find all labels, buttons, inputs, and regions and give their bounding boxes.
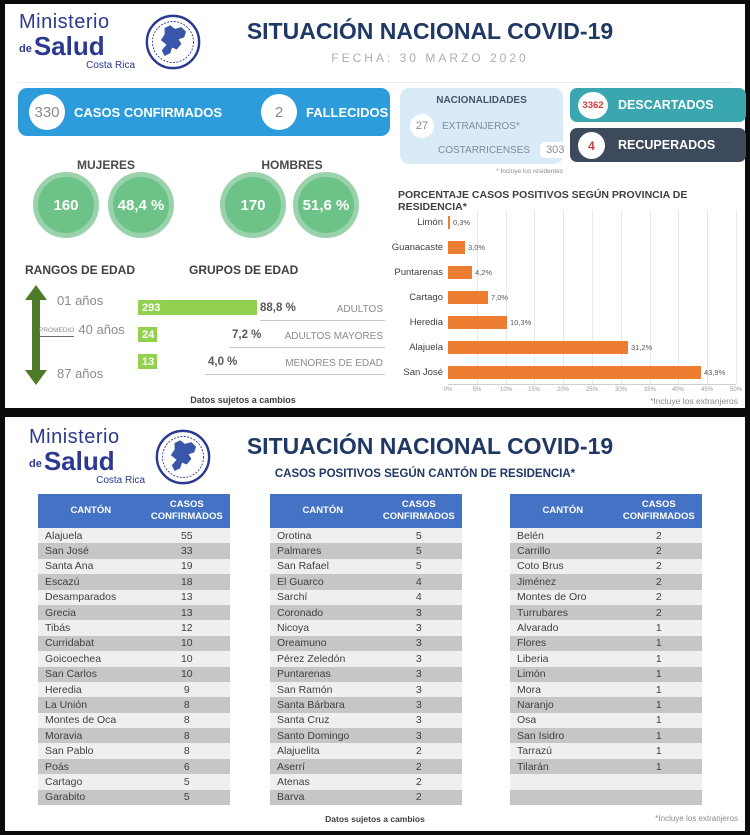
province-chart-plot xyxy=(448,210,736,385)
data-label: 43,9% xyxy=(704,368,726,377)
table-row xyxy=(270,605,462,620)
logo-line-country: Costa Rica xyxy=(96,475,145,486)
category-label: San José xyxy=(403,367,443,378)
gridline xyxy=(592,210,593,384)
gridline xyxy=(563,210,564,384)
confirmed-cases-value: 1 xyxy=(655,637,662,650)
canton-name: Santa Ana xyxy=(45,560,94,573)
x-tick-label: 20% xyxy=(556,387,569,393)
table-row xyxy=(510,559,702,574)
canton-name: Palmares xyxy=(277,545,322,558)
age-average-row xyxy=(39,322,125,337)
x-tick-label: 50% xyxy=(729,387,742,393)
discarded-card xyxy=(570,88,746,122)
confirmed-cases-value: 10 xyxy=(180,637,193,650)
x-tick-label: 15% xyxy=(527,387,540,393)
national-situation-panel xyxy=(5,4,745,408)
column-header: CASOS CONFIRMADOS xyxy=(382,499,455,522)
table-row xyxy=(38,743,230,758)
table-row xyxy=(38,759,230,774)
canton-name: Montes de Oro xyxy=(517,591,587,604)
logo-line-de: de xyxy=(29,458,42,470)
canton-cases-panel xyxy=(5,417,745,831)
confirmed-cases-value: 1 xyxy=(655,714,662,727)
province-bar xyxy=(448,216,450,229)
table-row xyxy=(38,605,230,620)
table-header-row xyxy=(270,494,462,528)
table-row xyxy=(270,713,462,728)
women-title: MUJERES xyxy=(76,158,135,172)
table-row xyxy=(38,697,230,712)
table-row xyxy=(38,774,230,789)
category-label: Limón xyxy=(417,217,443,228)
canton-name: Puntarenas xyxy=(277,668,331,681)
x-tick-label: 5% xyxy=(472,387,482,393)
province-bar xyxy=(448,316,507,329)
gridline xyxy=(707,210,708,384)
canton-name: Jiménez xyxy=(517,575,557,588)
men-title: HOMBRES xyxy=(261,158,323,172)
age-group-label: ADULTOS xyxy=(336,304,383,315)
confirmed-cases-value: 2 xyxy=(655,560,662,573)
age-group-label: MENORES DE EDAD xyxy=(285,358,383,369)
table-row xyxy=(38,620,230,635)
table-row xyxy=(510,682,702,697)
data-label: 3,0% xyxy=(468,243,486,252)
table-row xyxy=(270,774,462,789)
table-row xyxy=(270,697,462,712)
table-row xyxy=(38,559,230,574)
canton-name: Montes de Oca xyxy=(45,714,117,727)
gridline xyxy=(736,210,737,384)
nationals-label: COSTARRICENSES xyxy=(438,144,531,156)
confirmed-cases-value: 2 xyxy=(415,745,422,758)
canton-name: San José xyxy=(45,545,89,558)
column-header: CASOS CONFIRMADOS xyxy=(150,499,223,522)
age-group-underline xyxy=(230,347,385,348)
confirmed-cases-value: 33 xyxy=(180,545,193,558)
recovered-label: RECUPERADOS xyxy=(618,138,716,152)
deaths-label: FALLECIDOS xyxy=(306,105,389,120)
canton-name: Goicoechea xyxy=(45,652,102,665)
category-label: Guanacaste xyxy=(391,242,443,253)
province-bar xyxy=(448,266,472,279)
table-row xyxy=(270,651,462,666)
confirmed-cases-value: 1 xyxy=(655,729,662,742)
men-percent-circle: 51,6 % xyxy=(293,172,359,238)
confirmed-cases-value: 10 xyxy=(180,652,193,665)
canton-name: San Carlos xyxy=(45,668,97,681)
confirmed-cases-value: 8 xyxy=(183,698,190,711)
canton-name: Belén xyxy=(517,529,544,542)
confirmed-cases-value: 2 xyxy=(415,791,422,804)
age-group-percent: 7,2 % xyxy=(232,329,262,341)
logo-line-ministerio: Ministerio xyxy=(29,426,120,448)
category-label: Puntarenas xyxy=(394,267,443,278)
confirmed-label: CASOS CONFIRMADOS xyxy=(74,105,223,120)
confirmed-cases-value: 10 xyxy=(180,668,193,681)
confirmed-cases-value: 4 xyxy=(415,575,422,588)
table-row xyxy=(510,528,702,543)
confirmed-cases-value: 3 xyxy=(415,683,422,696)
canton-name: El Guarco xyxy=(277,575,324,588)
age-max-label: 87 años xyxy=(57,366,104,381)
ministry-logo-text xyxy=(29,427,149,486)
discarded-count-badge: 3362 xyxy=(578,92,608,119)
data-label: 0,3% xyxy=(453,218,471,227)
x-tick-label: 0% xyxy=(443,387,453,393)
confirmed-cases-value: 2 xyxy=(415,775,422,788)
confirmed-cases-value: 2 xyxy=(655,529,662,542)
confirmed-cases-value: 1 xyxy=(655,668,662,681)
confirmed-cases-value: 3 xyxy=(415,668,422,681)
age-group-row-minors xyxy=(138,350,385,377)
province-chart-category-labels xyxy=(390,210,443,385)
canton-name: La Unión xyxy=(45,698,88,711)
confirmed-cases-value: 1 xyxy=(655,760,662,773)
discarded-label: DESCARTADOS xyxy=(618,98,714,112)
confirmed-cases-value: 1 xyxy=(655,652,662,665)
confirmed-cases-value: 2 xyxy=(655,575,662,588)
confirmed-cases-value: 5 xyxy=(415,545,422,558)
data-label: 31,2% xyxy=(631,343,653,352)
canton-name: Atenas xyxy=(277,775,310,788)
table-row xyxy=(270,620,462,635)
report-date: FECHA: 30 MARZO 2020 xyxy=(331,51,529,65)
age-group-bar: 13 xyxy=(138,354,157,369)
men-count-circle: 170 xyxy=(220,172,286,238)
header-divider xyxy=(17,82,733,83)
confirmed-cases-value: 19 xyxy=(180,560,193,573)
table-row xyxy=(38,543,230,558)
foreigners-count-badge: 27 xyxy=(410,114,434,138)
age-groups-chart xyxy=(138,296,385,377)
table-header-row xyxy=(38,494,230,528)
age-group-percent: 88,8 % xyxy=(260,302,296,314)
confirmed-deaths-banner xyxy=(18,88,390,136)
recovered-count-badge: 4 xyxy=(578,132,605,159)
table-row xyxy=(510,574,702,589)
gridline xyxy=(678,210,679,384)
confirmed-cases-value: 5 xyxy=(415,529,422,542)
table-row xyxy=(270,682,462,697)
canton-subtitle: CASOS POSITIVOS SEGÚN CANTÓN DE RESIDENCIA* xyxy=(274,468,576,480)
canton-name: Poás xyxy=(45,760,69,773)
canton-name: San Isidro xyxy=(517,729,565,742)
x-tick-label: 45% xyxy=(700,387,713,393)
canton-name: Barva xyxy=(277,791,305,804)
table-row xyxy=(38,590,230,605)
page-title: SITUACIÓN NACIONAL COVID-19 xyxy=(246,433,614,459)
canton-name: Tibás xyxy=(45,622,71,635)
table-row xyxy=(510,620,702,635)
canton-name: Escazú xyxy=(45,575,80,588)
confirmed-cases-value: 1 xyxy=(655,622,662,635)
nationalities-title: NACIONALIDADES xyxy=(436,95,527,106)
table-row xyxy=(510,759,702,774)
table-header-row xyxy=(510,494,702,528)
table-row xyxy=(270,574,462,589)
table-row xyxy=(510,590,702,605)
panel2-footnote-right: *Incluye los extranjeros xyxy=(655,814,738,823)
age-group-row-adults xyxy=(138,296,385,323)
canton-name: Tarrazú xyxy=(517,745,553,758)
table-row xyxy=(270,667,462,682)
foreigners-label: EXTRANJEROS* xyxy=(442,120,520,132)
age-min-label: 01 años xyxy=(57,293,104,308)
age-group-bar: 24 xyxy=(138,327,157,342)
women-count-circle: 160 xyxy=(33,172,99,238)
canton-name: Orotina xyxy=(277,529,312,542)
confirmed-cases-value: 3 xyxy=(415,606,422,619)
province-bar xyxy=(448,291,488,304)
table-row xyxy=(38,790,230,805)
women-percent-circle: 48,4 % xyxy=(108,172,174,238)
province-bar xyxy=(448,366,701,379)
canton-name: Naranjo xyxy=(517,698,554,711)
page-title: SITUACIÓN NACIONAL COVID-19 xyxy=(246,18,614,44)
recovered-card xyxy=(570,128,746,162)
canton-name: San Pablo xyxy=(45,745,94,758)
table-row xyxy=(270,559,462,574)
gridline xyxy=(534,210,535,384)
x-tick-label: 10% xyxy=(499,387,512,393)
canton-name: Garabito xyxy=(45,791,86,804)
canton-name: Alajuela xyxy=(45,529,83,542)
canton-name: Liberia xyxy=(517,652,549,665)
confirmed-cases-value: 3 xyxy=(415,714,422,727)
panel1-footnote-center: Datos sujetos a cambios xyxy=(190,395,296,405)
confirmed-cases-value: 3 xyxy=(415,637,422,650)
table-row xyxy=(270,543,462,558)
table-row xyxy=(270,759,462,774)
confirmed-cases-value: 2 xyxy=(655,606,662,619)
confirmed-cases-value: 3 xyxy=(415,622,422,635)
confirmed-cases-value: 8 xyxy=(183,729,190,742)
table-row xyxy=(510,651,702,666)
canton-name: Santa Bárbara xyxy=(277,698,345,711)
confirmed-cases-value: 12 xyxy=(180,622,193,635)
confirmed-cases-value: 8 xyxy=(183,714,190,727)
column-header: CANTÓN xyxy=(302,505,344,517)
table-row xyxy=(510,713,702,728)
age-group-label: ADULTOS MAYORES xyxy=(284,331,383,342)
column-header: CASOS CONFIRMADOS xyxy=(622,499,695,522)
table-row xyxy=(38,728,230,743)
canton-name: Osa xyxy=(517,714,537,727)
age-group-row-seniors xyxy=(138,323,385,350)
confirmed-cases-value: 13 xyxy=(180,606,193,619)
table-row xyxy=(270,790,462,805)
canton-name: Tilarán xyxy=(517,760,549,773)
canton-name: San Rafael xyxy=(277,560,329,573)
canton-name: Santa Cruz xyxy=(277,714,330,727)
empty-table-row xyxy=(510,790,702,805)
table-row xyxy=(38,528,230,543)
province-bar xyxy=(448,341,628,354)
table-row xyxy=(510,667,702,682)
table-row xyxy=(510,636,702,651)
canton-name: Oreamuno xyxy=(277,637,327,650)
category-label: Alajuela xyxy=(409,342,443,353)
age-average-value: 40 años xyxy=(78,322,125,337)
logo-line-salud: Salud xyxy=(43,446,115,476)
x-tick-label: 35% xyxy=(643,387,656,393)
confirmed-cases-value: 4 xyxy=(415,591,422,604)
gridline xyxy=(621,210,622,384)
canton-name: Carrillo xyxy=(517,545,551,558)
canton-name: Grecia xyxy=(45,606,76,619)
empty-table-row xyxy=(510,774,702,789)
confirmed-cases-value: 2 xyxy=(415,760,422,773)
gridline xyxy=(650,210,651,384)
confirmed-cases-value: 8 xyxy=(183,745,190,758)
logo-line-country: Costa Rica xyxy=(86,60,135,71)
confirmed-cases-value: 1 xyxy=(655,683,662,696)
confirmed-cases-value: 13 xyxy=(180,591,193,604)
column-header: CANTÓN xyxy=(542,505,584,517)
category-label: Heredia xyxy=(409,317,443,328)
nationalities-footnote: * Incluye los residentes xyxy=(496,168,563,175)
canton-name: Alvarado xyxy=(517,622,559,635)
province-bar xyxy=(448,241,465,254)
age-average-label: PROMEDIO xyxy=(39,327,74,337)
table-row xyxy=(38,574,230,589)
canton-table-2 xyxy=(270,494,462,805)
age-groups-title: GRUPOS DE EDAD xyxy=(189,263,299,277)
canton-table-1 xyxy=(38,494,230,805)
confirmed-cases-value: 2 xyxy=(655,545,662,558)
ministry-logo xyxy=(29,427,211,486)
confirmed-cases-value: 6 xyxy=(183,760,190,773)
canton-name: San Ramón xyxy=(277,683,333,696)
canton-name: Limón xyxy=(517,668,546,681)
category-label: Cartago xyxy=(409,292,443,303)
canton-name: Santo Domingo xyxy=(277,729,350,742)
ministry-logo-text xyxy=(19,12,139,71)
canton-name: Aserrí xyxy=(277,760,306,773)
column-header: CANTÓN xyxy=(70,505,112,517)
deaths-count-badge: 2 xyxy=(261,94,297,130)
logo-line-salud: Salud xyxy=(33,31,105,61)
age-group-percent: 4,0 % xyxy=(208,356,238,368)
table-row xyxy=(38,667,230,682)
table-row xyxy=(38,682,230,697)
canton-name: Nicoya xyxy=(277,622,310,635)
confirmed-cases-value: 1 xyxy=(655,745,662,758)
data-label: 4,2% xyxy=(475,268,493,277)
table-row xyxy=(270,728,462,743)
canton-name: Curridabat xyxy=(45,637,95,650)
canton-name: Alajuelita xyxy=(277,745,320,758)
panel1-footnote-right: *Incluye los extranjeros xyxy=(650,396,738,406)
canton-name: Sarchí xyxy=(277,591,308,604)
table-row xyxy=(270,743,462,758)
canton-name: Mora xyxy=(517,683,541,696)
confirmed-cases-value: 2 xyxy=(655,591,662,604)
confirmed-cases-value: 3 xyxy=(415,698,422,711)
confirmed-cases-value: 5 xyxy=(415,560,422,573)
logo-line-ministerio: Ministerio xyxy=(19,11,110,33)
table-row xyxy=(38,713,230,728)
table-row xyxy=(510,743,702,758)
confirmed-cases-value: 3 xyxy=(415,652,422,665)
nationalities-card xyxy=(400,88,563,164)
nationals-count-badge: 303 xyxy=(540,142,570,158)
confirmed-cases-value: 5 xyxy=(183,775,190,788)
confirmed-cases-value: 3 xyxy=(415,729,422,742)
x-tick-label: 40% xyxy=(671,387,684,393)
age-group-bar: 293 xyxy=(138,300,257,315)
confirmed-cases-value: 1 xyxy=(655,698,662,711)
canton-name: Coronado xyxy=(277,606,324,619)
confirmed-count-badge: 330 xyxy=(29,94,65,130)
ministry-logo xyxy=(19,12,201,71)
table-row xyxy=(270,590,462,605)
table-row xyxy=(510,543,702,558)
logo-line-de: de xyxy=(19,43,32,55)
panel2-footnote-center: Datos sujetos a cambios xyxy=(325,814,425,824)
table-row xyxy=(510,697,702,712)
table-row xyxy=(38,636,230,651)
table-row xyxy=(510,605,702,620)
table-row xyxy=(38,651,230,666)
canton-name: Flores xyxy=(517,637,547,650)
canton-name: Turrubares xyxy=(517,606,568,619)
confirmed-cases-value: 9 xyxy=(183,683,190,696)
x-tick-label: 30% xyxy=(614,387,627,393)
canton-name: Moravia xyxy=(45,729,83,742)
table-row xyxy=(270,528,462,543)
age-group-underline xyxy=(260,320,385,321)
age-range-title: RANGOS DE EDAD xyxy=(25,263,136,277)
x-tick-label: 25% xyxy=(585,387,598,393)
table-row xyxy=(270,636,462,651)
data-label: 7,0% xyxy=(491,293,509,302)
confirmed-cases-value: 55 xyxy=(180,529,193,542)
confirmed-cases-value: 5 xyxy=(183,791,190,804)
canton-name: Cartago xyxy=(45,775,83,788)
table-row xyxy=(510,728,702,743)
canton-name: Coto Brus xyxy=(517,560,564,573)
data-label: 10,3% xyxy=(510,318,532,327)
confirmed-cases-value: 18 xyxy=(180,575,193,588)
canton-name: Pérez Zeledón xyxy=(277,652,346,665)
canton-name: Heredia xyxy=(45,683,82,696)
province-chart-title: PORCENTAJE CASOS POSITIVOS SEGÚN PROVINCIA DE RESIDENCIA* xyxy=(398,189,688,213)
age-group-underline xyxy=(205,374,385,375)
canton-name: Desamparados xyxy=(45,591,117,604)
canton-table-3 xyxy=(510,494,702,805)
